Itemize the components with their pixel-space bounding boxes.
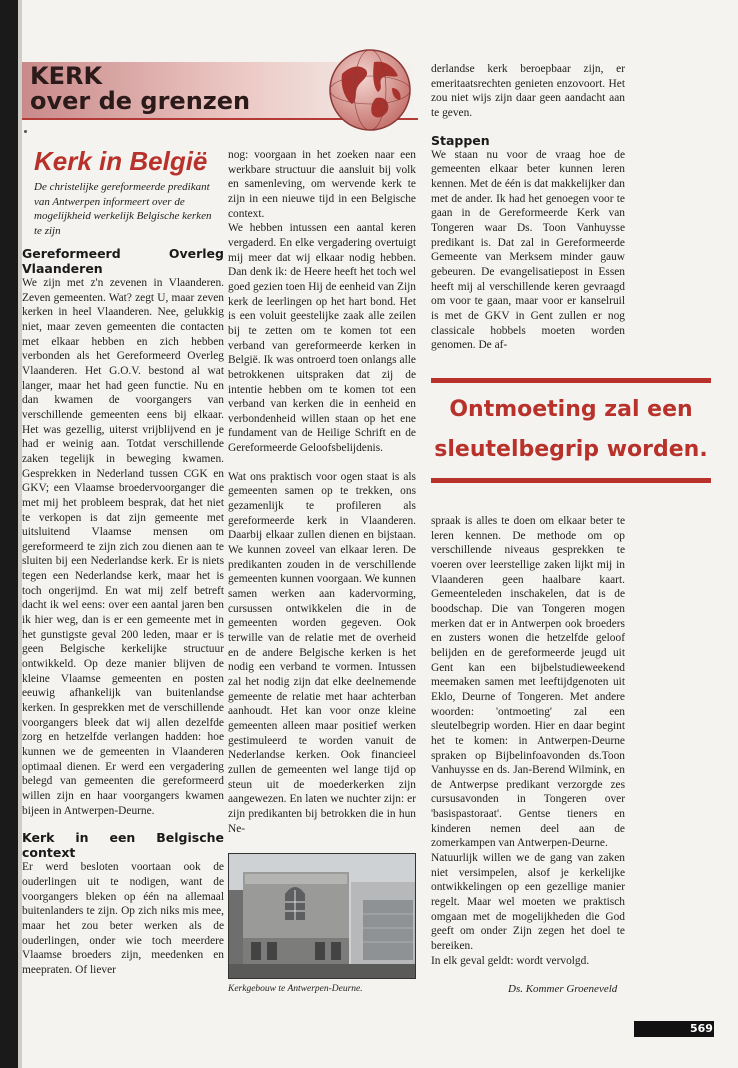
pullquote-rule-top [431, 378, 711, 383]
subheading-overleg: Gereformeerd Overleg Vlaanderen [22, 246, 224, 276]
photo-caption: Kerkgebouw te Antwerpen-Deurne. [228, 984, 363, 994]
paragraph: We hebben intussen een aantal keren vergaderd. En elke vergadering overtuigt mij meer dat wij elkaar nodig hebben. Dan denk ik: de Heere heeft het toch wel goed gezien toen Hij de eenheid van Zijn kerk de leerlingen op het hart bond. Het is een voluit geestelijke zaak alle zeilen bij te zetten om te komen tot een verband van gereformeerde kerken in België. Ik was ontroerd toen onlangs alle betrokkenen uitspraken dat zij de intentie hebben om te komen tot een verband van kerken die in eenheid en verbondenheid willen staan op het ene fundament van de Heilige Schrift en de Gereformeerde Geloofsbelijdenis. [228, 222, 416, 455]
column-2 [228, 148, 416, 836]
article-intro: De christelijke gereformeerde predikant van Antwerpen informeert over de mogelijkheid werkelijk Belgische kerken te zijn [34, 181, 212, 237]
binding-edge [0, 0, 18, 1068]
paragraph: In elk geval geldt: wordt vervolgd. [431, 954, 590, 967]
column-1 [22, 246, 224, 978]
section-title-line2: over de grenzen [30, 87, 251, 115]
paragraph: We staan nu voor de vraag hoe de gemeenten elkaar beter kunnen leren kennen. Met de één is dat makkelijker dan met de ander. Ik had het genoegen voor te gaan in de Gereformeerde Kerk van Tongeren waar Ds. Toon Vanhuysse predikant is. Dat zal in Gereformeerde Gemeente van Merksem minder gauw gebeuren. De evangelisatiepost in Essen heeft mij al verschillende keren gevraagd om voor te gaan, maar voor er kanselruil is met de GKV in Gent zullen er nog classicale hobbels moeten worden genomen. De af- [431, 148, 625, 352]
article-title: Kerk in België [34, 146, 208, 176]
pullquote-rule-bottom [431, 478, 711, 483]
section-title [30, 64, 250, 114]
column-3 [431, 62, 625, 353]
column-4 [431, 514, 625, 968]
paragraph: nog: voorgaan in het zoeken naar een werkbare structuur die aansluit bij volk en samenleving, om wervende kerk te zijn in een nieuwe tijd in een Belgische context. [228, 149, 416, 220]
paragraph: Natuurlijk willen we de gang van zaken niet versimpelen, alsof je kerkelijke ontwikkelingen op een gezellige manier regelt. Maar wel moeten we praktisch omgaan met de mogelijkheden die God geeft om onder Zijn zegen het doel te bereiken. [431, 852, 625, 953]
paragraph: Wat ons praktisch voor ogen staat is als gemeenten samen op te trekken, ons gezamenlijk te profileren als gereformeerde kerk in Vlaanderen. Daarbij elkaar zullen dienen en bijstaan. We kunnen zoveel van elkaar leren. De predikanten zouden in de verschillende gemeenten kunnen voorgaan. We kunnen samen werken aan kadervorming, cursussen ontwikkelen die in de gemeenten worden gegeven. Ook terwille van de relatie met de overheid en de andere Belgische kerken is het nodig een verband te vormen. Intussen zal het nodig zijn dat elke deelnemende gemeente de relatie met haar achterban aanhoudt. Het kan voor onze kleine gemeenten alleen maar positief werken gestimuleerd te worden vanuit de Nederlandse kerken. Ook financieel zullen de gemeenten wel lange tijd op steun uit de moederkerken zijn aangewezen. En laten we nuchter zijn: er zijn predikanten bij betrokken die in hun Ne- [228, 470, 416, 835]
globe-icon [328, 48, 412, 132]
paragraph: Er werd besloten voortaan ook de ouderlingen uit te nodigen, want de voorgangers bleken op één na allemaal buitenlanders te zijn. Op zich niks mis mee, maar het zou beter werken als de ouderlingen, onder wie toch meerdere Vlaamse broeders zijn, meedenken en meepraten. Of liever [22, 861, 224, 976]
subheading-stappen: Stappen [431, 132, 490, 148]
paragraph: spraak is alles te doen om elkaar beter te leren kennen. De methode om op verschillende niveaus gesprekken te voeren over leerstellige zaken lijkt mij in Vlaanderen geen haalbare kaart. Gemeenteleden inschakelen, dat is de boodschap. Die van Tongeren mogen merken dat er in Antwerpen ook broeders en zusters wonen die hetzelfde geloof belijden en de gereformeerde jeugd uit Gent kan een bijbelstudieweekend meemaken samen met leeftijdgenoten uit Eklo, Deurne of Tongeren. Met andere woorden: 'ontmoeting' zal een sleutelbegrip worden. Hier en daar begint het te komen: in Antwerpen-Deurne spraken op Bijbelinfoavonden ds.Toon Vanhuysse en ds. Jan-Berend Wilmink, en de Antwerpse predikant verzorgde zes cursusavonden in Tongeren over 'basispastoraat'. Gentse tieners en kinderen nemen deel aan de zomerkampen van Antwerpen-Deurne. [431, 515, 625, 850]
author-signature: Ds. Kommer Groeneveld [508, 983, 618, 995]
page-number: 569 [690, 1022, 713, 1035]
decorative-dot [24, 130, 27, 133]
section-title-line1: KERK [30, 62, 103, 90]
church-photo [228, 853, 416, 979]
paragraph: We zijn met z'n zevenen in Vlaanderen. Zeven gemeenten. Wat? zegt U, maar zeven kerken in heel Vlaanderen. Nee, gelukkig niet, maar zeven gemeenten die contacten met elkaar hebben en zich hebben verbonden als het Gereformeerd Overleg Vlaanderen. Het G.O.V. bestond al wat langer, maar het had geen functie. Nu en dan kwamen de voorgangers van verschillende gemeenten eens bij elkaar. Het was gezellig, uiterst vrijblijvend en je had er weinig aan. Totdat verschillende zaken tegelijk in beweging kwamen. Gesprekken in Nederland tussen CGK en GKV; een Vlaamse broedervoorganger die met mij het probleem besprak, dat het niet te verkopen is dat zijn gemeente met uitsluitend Vlaamse mensen om gereformeerd te zijn zich zou dienen aan te sluiten bij een Nederlandse kerk. Er is niets tegen een Nederlandse kerk, maar het is toch ongerijmd. En wat mij zelf betreft dacht ik wel eens: over een aantal jaren ben ik hier weg, dan is er een gemeente met in het gunstigste geval 200 leden, maar er is geen Belgische kerkelijke structuur ontwikkeld. Op deze manier blijven de kleine Vlaamse gemeenten en posten eeuwig afhankelijk van buitenlandse kerken. In gesprekken met de verschillende voorgangers bleek dat wij allen dezelfde zorg en hetzelfde verlangen hadden: hoe kunnen we de gemeenten in Vlaanderen optimaal dienen. Er werd een vergadering belegd van gemeenten die gereformeerd willen zijn en haar voorgangers kwamen bijeen in Antwerpen-Deurne. [22, 277, 224, 817]
subheading-context: Kerk in een Belgische context [22, 830, 224, 861]
church-building-image [229, 854, 415, 978]
paragraph: derlandse kerk beroepbaar zijn, er emeritaatsrechten genieten enzovoort. Het zou niet wijs zijn daar geen aandacht aan te geven. [431, 63, 625, 119]
pullquote: Ontmoeting zal een sleutelbegrip worden. [434, 397, 708, 462]
